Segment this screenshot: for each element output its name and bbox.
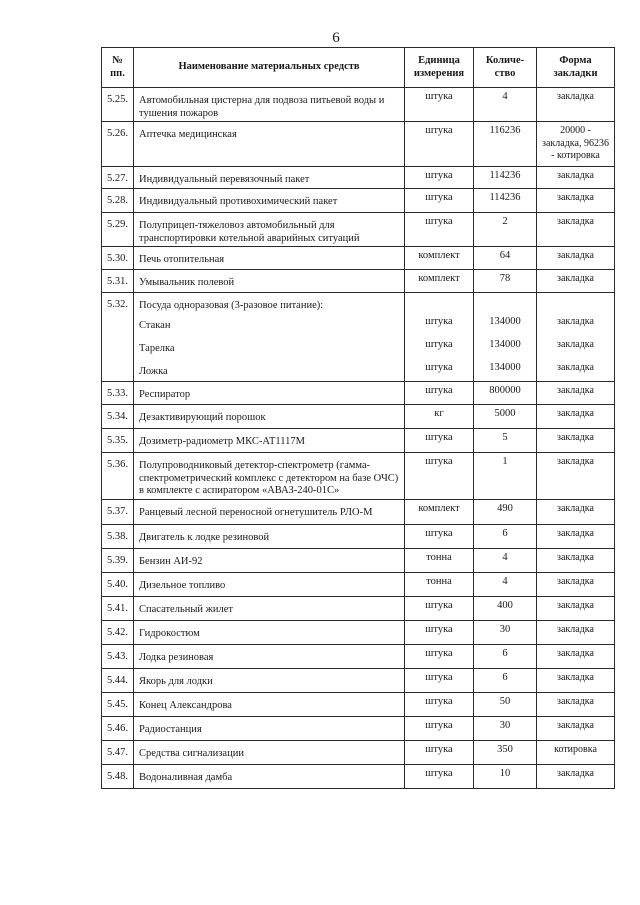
cell-num: 5.37. <box>102 500 134 525</box>
cell-form: котировка <box>537 741 615 765</box>
cell-unit: штука <box>405 645 474 669</box>
cell-unit: комплект <box>405 500 474 525</box>
cell-name: Умывальник полевой <box>134 270 405 293</box>
header-qty: Количе- ство <box>474 48 537 88</box>
cell-unit: штука <box>405 88 474 122</box>
cell-qty: 114236 <box>474 189 537 213</box>
cell-form: закладка <box>537 669 615 693</box>
cell-qty: 50 <box>474 693 537 717</box>
cell-unit: штука <box>405 597 474 621</box>
cell-form: закладка <box>537 167 615 189</box>
cell-num: 5.31. <box>102 270 134 293</box>
cell-unit: тонна <box>405 573 474 597</box>
cell-name: Гидрокостюм <box>134 621 405 645</box>
table-row <box>102 167 615 189</box>
cell-form: закладка <box>537 717 615 741</box>
cell-num: 5.27. <box>102 167 134 189</box>
cell-form: закладка <box>537 405 615 429</box>
cell-qty: 800000 <box>474 382 537 405</box>
cell-qty: 1 <box>474 453 537 500</box>
cell-form: закладка <box>537 500 615 525</box>
cell-form: закладка <box>537 621 615 645</box>
materials-table <box>101 47 615 789</box>
cell-name: Дизельное топливо <box>134 573 405 597</box>
cell-unit: кг <box>405 405 474 429</box>
table-row <box>102 645 615 669</box>
page-number: 6 <box>332 30 340 46</box>
cell-qty: 134000 <box>474 336 537 359</box>
cell-form <box>537 293 615 313</box>
cell-qty: 5 <box>474 429 537 453</box>
cell-num: 5.36. <box>102 453 134 500</box>
table-row <box>102 405 615 429</box>
cell-qty: 4 <box>474 573 537 597</box>
cell-form: закладка <box>537 765 615 789</box>
table-row <box>102 621 615 645</box>
cell-num: 5.45. <box>102 693 134 717</box>
table-row <box>102 693 615 717</box>
cell-num: 5.30. <box>102 247 134 270</box>
cell-num: 5.41. <box>102 597 134 621</box>
cell-num: 5.33. <box>102 382 134 405</box>
cell-name: Двигатель к лодке резиновой <box>134 525 405 549</box>
cell-form: закладка <box>537 429 615 453</box>
cell-form: закладка <box>537 336 615 359</box>
cell-num: 5.44. <box>102 669 134 693</box>
cell-name: Средства сигнализации <box>134 741 405 765</box>
cell-qty: 400 <box>474 597 537 621</box>
cell-unit <box>405 293 474 313</box>
cell-qty: 116236 <box>474 122 537 167</box>
table-row <box>102 717 615 741</box>
cell-name: Ранцевый лесной переносной огнетушитель РЛО-М <box>134 500 405 525</box>
cell-name: Автомобильная цистерна для подвоза питьевой воды и тушения пожаров <box>134 88 405 122</box>
cell-form: 20000 - закладка, 96236 - котировка <box>537 122 615 167</box>
cell-form: закладка <box>537 88 615 122</box>
cell-num: 5.26. <box>102 122 134 167</box>
table-row <box>102 122 615 167</box>
cell-num: 5.29. <box>102 213 134 247</box>
cell-unit: штука <box>405 359 474 382</box>
cell-qty: 490 <box>474 500 537 525</box>
table-row <box>102 765 615 789</box>
table-row <box>102 549 615 573</box>
cell-form: закладка <box>537 549 615 573</box>
cell-num <box>102 313 134 336</box>
cell-unit: штука <box>405 765 474 789</box>
cell-form: закладка <box>537 453 615 500</box>
cell-unit: штука <box>405 741 474 765</box>
cell-unit: штука <box>405 453 474 500</box>
cell-unit: штука <box>405 525 474 549</box>
cell-unit: штука <box>405 717 474 741</box>
cell-qty: 114236 <box>474 167 537 189</box>
cell-name: Полуприцеп-тяжеловоз автомобильный для транспортировки котельной аварийных ситуаций <box>134 213 405 247</box>
cell-qty: 4 <box>474 88 537 122</box>
cell-name: Посуда одноразовая (3-разовое питание): <box>134 293 405 313</box>
cell-name: Бензин АИ-92 <box>134 549 405 573</box>
table-row <box>102 573 615 597</box>
cell-name: Дозиметр-радиометр МКС-АТ1117М <box>134 429 405 453</box>
table-row <box>102 429 615 453</box>
cell-num <box>102 336 134 359</box>
cell-unit: штука <box>405 189 474 213</box>
cell-name: Якорь для лодки <box>134 669 405 693</box>
cell-num: 5.39. <box>102 549 134 573</box>
cell-name: Полупроводниковый детектор-спектрометр (гамма-спектрометрический комплекс с детектором на базе ОЧС) в комплекте с аспиратором «АВАЗ-240-01С» <box>134 453 405 500</box>
cell-unit: штука <box>405 621 474 645</box>
cell-num: 5.48. <box>102 765 134 789</box>
table-row <box>102 741 615 765</box>
cell-form: закладка <box>537 597 615 621</box>
cell-unit: штука <box>405 336 474 359</box>
cell-num: 5.35. <box>102 429 134 453</box>
cell-unit: штука <box>405 122 474 167</box>
cell-num: 5.47. <box>102 741 134 765</box>
table-row <box>102 336 615 359</box>
cell-form: закладка <box>537 382 615 405</box>
cell-form: закладка <box>537 359 615 382</box>
cell-name: Конец Александрова <box>134 693 405 717</box>
table-row <box>102 500 615 525</box>
cell-num: 5.38. <box>102 525 134 549</box>
header-form: Форма закладки <box>537 48 615 88</box>
cell-form: закладка <box>537 270 615 293</box>
cell-name: Респиратор <box>134 382 405 405</box>
table-row <box>102 525 615 549</box>
cell-qty: 6 <box>474 645 537 669</box>
cell-qty <box>474 293 537 313</box>
cell-qty: 350 <box>474 741 537 765</box>
cell-qty: 4 <box>474 549 537 573</box>
cell-form: закладка <box>537 313 615 336</box>
cell-num: 5.40. <box>102 573 134 597</box>
cell-name: Стакан <box>134 313 405 336</box>
cell-unit: штука <box>405 382 474 405</box>
cell-name: Ложка <box>134 359 405 382</box>
cell-qty: 134000 <box>474 359 537 382</box>
cell-form: закладка <box>537 573 615 597</box>
cell-unit: штука <box>405 429 474 453</box>
table-row <box>102 382 615 405</box>
cell-qty: 10 <box>474 765 537 789</box>
cell-qty: 6 <box>474 525 537 549</box>
cell-num: 5.25. <box>102 88 134 122</box>
cell-qty: 30 <box>474 717 537 741</box>
table-row <box>102 313 615 336</box>
table-row <box>102 213 615 247</box>
cell-unit: штука <box>405 167 474 189</box>
table-row <box>102 669 615 693</box>
cell-name: Аптечка медицинская <box>134 122 405 167</box>
cell-qty: 6 <box>474 669 537 693</box>
header-num: № пп. <box>102 48 134 88</box>
table-row <box>102 247 615 270</box>
cell-qty: 2 <box>474 213 537 247</box>
cell-form: закладка <box>537 247 615 270</box>
cell-form: закладка <box>537 693 615 717</box>
cell-unit: тонна <box>405 549 474 573</box>
table-body <box>102 88 615 789</box>
cell-qty: 30 <box>474 621 537 645</box>
header-unit: Единица измерения <box>405 48 474 88</box>
table-row <box>102 270 615 293</box>
cell-unit: штука <box>405 313 474 336</box>
table-row <box>102 597 615 621</box>
cell-name: Спасательный жилет <box>134 597 405 621</box>
cell-form: закладка <box>537 525 615 549</box>
cell-num: 5.46. <box>102 717 134 741</box>
cell-unit: комплект <box>405 247 474 270</box>
cell-name: Радиостанция <box>134 717 405 741</box>
cell-num: 5.42. <box>102 621 134 645</box>
table-header-row <box>102 48 615 88</box>
cell-name: Дезактивирующий порошок <box>134 405 405 429</box>
cell-name: Индивидуальный перевязочный пакет <box>134 167 405 189</box>
cell-qty: 78 <box>474 270 537 293</box>
cell-form: закладка <box>537 645 615 669</box>
table-row <box>102 189 615 213</box>
cell-name: Водоналивная дамба <box>134 765 405 789</box>
table-row <box>102 359 615 382</box>
cell-name: Тарелка <box>134 336 405 359</box>
cell-unit: штука <box>405 213 474 247</box>
cell-qty: 5000 <box>474 405 537 429</box>
cell-form: закладка <box>537 213 615 247</box>
cell-num: 5.43. <box>102 645 134 669</box>
header-name: Наименование материальных средств <box>134 48 405 88</box>
cell-unit: штука <box>405 669 474 693</box>
cell-qty: 64 <box>474 247 537 270</box>
cell-num: 5.32. <box>102 293 134 313</box>
cell-unit: комплект <box>405 270 474 293</box>
cell-num <box>102 359 134 382</box>
table-row <box>102 88 615 122</box>
table-row <box>102 453 615 500</box>
cell-qty: 134000 <box>474 313 537 336</box>
cell-name: Печь отопительная <box>134 247 405 270</box>
cell-num: 5.34. <box>102 405 134 429</box>
cell-name: Лодка резиновая <box>134 645 405 669</box>
cell-name: Индивидуальный противохимический пакет <box>134 189 405 213</box>
cell-unit: штука <box>405 693 474 717</box>
cell-form: закладка <box>537 189 615 213</box>
cell-num: 5.28. <box>102 189 134 213</box>
table-row <box>102 293 615 313</box>
